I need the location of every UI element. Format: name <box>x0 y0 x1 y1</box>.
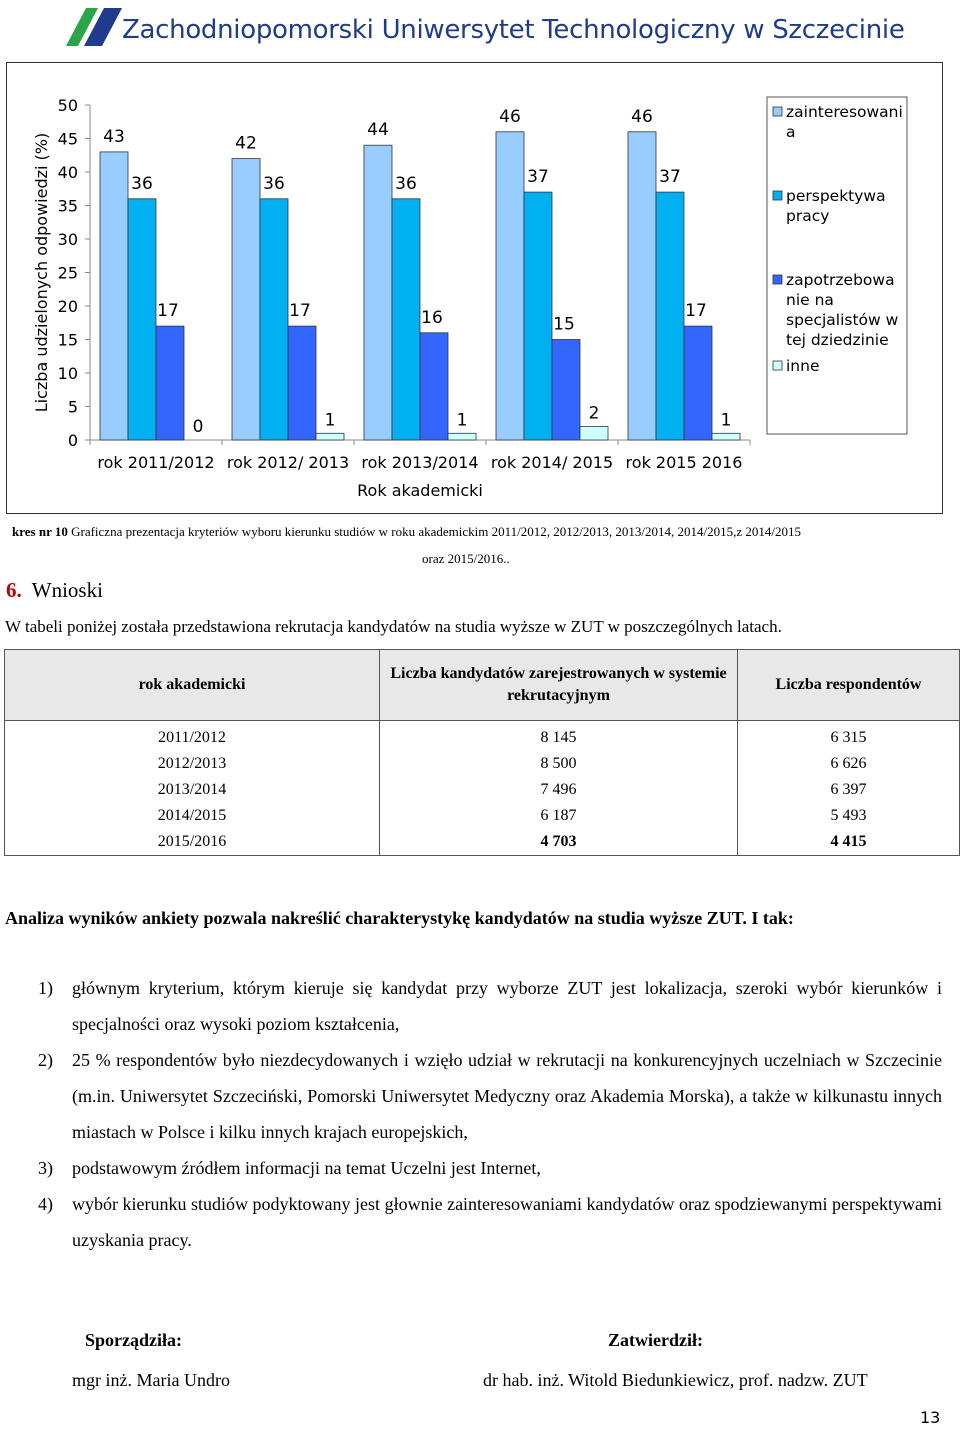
data-label: 36 <box>131 173 153 194</box>
x-axis-title: Rok akademicki <box>357 481 483 500</box>
university-name: Zachodniopomorski Uniwersytet Technologiczny w Szczecinie <box>122 15 905 45</box>
legend-label: inne <box>786 357 820 375</box>
bar <box>496 132 524 440</box>
cell-candidates: 6 187 <box>380 803 738 829</box>
chart-frame <box>6 62 943 514</box>
data-label: 2 <box>588 403 600 424</box>
legend-label: a <box>786 123 796 141</box>
recruitment-table <box>4 649 960 856</box>
section-intro: W tabeli poniżej została przedstawiona rekrutacja kandydatów na studia wyższe w ZUT w poszczególnych latach. <box>5 617 782 636</box>
cell-respondents: 6 626 <box>738 751 960 777</box>
data-label: 43 <box>103 126 125 147</box>
analysis-paragraph: Analiza wyników ankiety pozwala nakreślić charakterystykę kandydatów na studia wyższe ZUT. I tak: <box>5 908 794 928</box>
y-tick-label: 35 <box>57 196 78 216</box>
legend-label: pracy <box>786 207 830 225</box>
table-row <box>5 725 960 751</box>
bar <box>392 199 420 440</box>
data-label: 0 <box>192 417 204 437</box>
bar-chart <box>7 63 942 513</box>
list-item <box>38 970 942 1042</box>
y-tick-label: 30 <box>57 230 78 249</box>
data-label: 17 <box>289 301 311 322</box>
legend-label: perspektywa <box>786 187 886 205</box>
bar <box>628 132 656 440</box>
bar <box>100 152 128 440</box>
cell-candidates: 4 703 <box>380 829 738 856</box>
prepared-by-name: mgr inż. Maria Undro <box>72 1370 230 1390</box>
legend-label: tej dziedzinie <box>786 331 889 349</box>
list-item <box>38 1150 942 1186</box>
figure-caption-line2: oraz 2015/2016.. <box>422 551 510 566</box>
data-label: 37 <box>527 167 549 188</box>
legend-swatch <box>773 275 782 284</box>
cell-year: 2015/2016 <box>5 829 380 856</box>
cell-respondents: 6 315 <box>738 725 960 751</box>
y-tick-label: 15 <box>57 330 78 350</box>
data-label: 46 <box>499 106 521 127</box>
legend-label: zainteresowani <box>786 103 903 121</box>
y-tick-label: 45 <box>57 129 78 149</box>
prepared-by-label: Sporządziła: <box>85 1330 182 1350</box>
y-tick-label: 5 <box>67 397 78 417</box>
x-tick-label: rok 2013/2014 <box>361 453 479 472</box>
data-label: 44 <box>367 120 389 141</box>
section-heading <box>6 578 103 603</box>
cell-year: 2014/2015 <box>5 803 380 829</box>
table-row <box>5 777 960 803</box>
y-tick-label: 20 <box>57 297 78 316</box>
bar <box>364 145 392 440</box>
item-number: 1) <box>38 978 53 998</box>
bar <box>656 192 684 440</box>
list-item <box>38 1186 942 1258</box>
figure-caption <box>12 524 952 540</box>
item-number: 3) <box>38 1158 53 1178</box>
legend-swatch <box>773 107 782 116</box>
data-label: 15 <box>553 314 575 335</box>
y-tick-label: 25 <box>57 263 78 283</box>
y-tick-label: 50 <box>57 96 78 115</box>
legend-swatch <box>773 191 782 200</box>
cell-candidates: 8 500 <box>380 751 738 777</box>
bar <box>712 433 740 440</box>
section-number: 6. <box>6 578 22 602</box>
caption-prefix: kres nr 10 <box>12 524 68 539</box>
caption-text: Graficzna prezentacja kryteriów wyboru kierunku studiów w roku akademickim 2011/2012, 2012/2013, 2013/2014, 2014/2015,z 2014/2015 <box>71 524 802 539</box>
bar <box>420 333 448 440</box>
data-label: 16 <box>421 307 443 328</box>
header-year: rok akademicki <box>5 650 380 721</box>
data-label: 1 <box>456 410 468 431</box>
y-axis-title: Liczba udzielonych odpowiedzi (%) <box>32 132 51 413</box>
conclusions-list <box>38 970 942 1258</box>
y-tick-label: 0 <box>67 431 78 450</box>
data-label: 36 <box>263 173 285 194</box>
bar <box>128 199 156 440</box>
item-text: 25 % respondentów było niezdecydowanych i wzięło udział w rekrutacji na konkurencyjnych uczelniach w Szczecinie (m.in. Uniwersytet Szczeciński, Pomorski Uniwersytet Medyczny oraz Akademia Morska), a także w kilkunastu innych miastach w Polsce i kilku innych krajach europejskich, <box>72 1050 942 1142</box>
table-row <box>5 751 960 777</box>
data-label: 17 <box>685 301 707 322</box>
bar <box>524 192 552 440</box>
item-number: 4) <box>38 1194 53 1214</box>
bar <box>316 433 344 440</box>
data-label: 1 <box>324 410 336 431</box>
x-tick-label: rok 2014/ 2015 <box>490 453 614 472</box>
approved-by-label: Zatwierdził: <box>608 1330 703 1350</box>
data-label: 1 <box>720 410 732 431</box>
data-label: 42 <box>235 133 257 154</box>
table-row <box>5 829 960 856</box>
table-row <box>5 803 960 829</box>
cell-year: 2013/2014 <box>5 777 380 803</box>
data-label: 17 <box>157 301 179 322</box>
bar <box>552 340 580 441</box>
header-candidates: Liczba kandydatów zarejestrowanych w systemie rekrutacyjnym <box>380 650 738 721</box>
list-item <box>38 1042 942 1150</box>
cell-year: 2011/2012 <box>5 725 380 751</box>
legend-label: specjalistów w <box>786 311 899 329</box>
cell-respondents: 5 493 <box>738 803 960 829</box>
bar <box>580 427 608 440</box>
table-header-row <box>5 650 960 721</box>
bar <box>156 326 184 440</box>
data-label: 36 <box>395 173 417 194</box>
cell-respondents: 4 415 <box>738 829 960 856</box>
item-text: podstawowym źródłem informacji na temat Uczelni jest Internet, <box>72 1158 541 1178</box>
data-label: 46 <box>631 106 653 127</box>
cell-year: 2012/2013 <box>5 751 380 777</box>
bar <box>288 326 316 440</box>
item-number: 2) <box>38 1050 53 1070</box>
approved-by-name: dr hab. inż. Witold Biedunkiewicz, prof. nadzw. ZUT <box>483 1370 868 1390</box>
item-text: wybór kierunku studiów podyktowany jest głownie zainteresowaniami kandydatów oraz spodziewanymi perspektywami uzyskania pracy. <box>72 1194 942 1250</box>
legend-label: nie na <box>786 291 834 309</box>
bar <box>684 326 712 440</box>
cell-respondents: 6 397 <box>738 777 960 803</box>
cell-candidates: 8 145 <box>380 725 738 751</box>
x-tick-label: rok 2015 2016 <box>625 453 743 472</box>
legend-swatch <box>773 361 782 370</box>
data-label: 37 <box>659 167 681 188</box>
cell-candidates: 7 496 <box>380 777 738 803</box>
bar <box>260 199 288 440</box>
y-tick-label: 10 <box>57 364 78 383</box>
item-text: głównym kryterium, którym kieruje się kandydat przy wyborze ZUT jest lokalizacja, szeroki wybór kierunków i specjalności oraz wysoki poziom kształcenia, <box>72 978 942 1034</box>
y-tick-label: 40 <box>57 163 78 182</box>
bar <box>232 159 260 440</box>
legend-box <box>767 97 907 434</box>
x-tick-label: rok 2012/ 2013 <box>226 453 350 472</box>
page-number: 13 <box>920 1408 941 1427</box>
x-tick-label: rok 2011/2012 <box>97 453 215 472</box>
bar <box>448 433 476 440</box>
university-logo-icon <box>64 6 124 48</box>
legend-label: zapotrzebowa <box>786 271 895 289</box>
section-title: Wnioski <box>31 578 103 602</box>
header-respondents: Liczba respondentów <box>738 650 960 721</box>
